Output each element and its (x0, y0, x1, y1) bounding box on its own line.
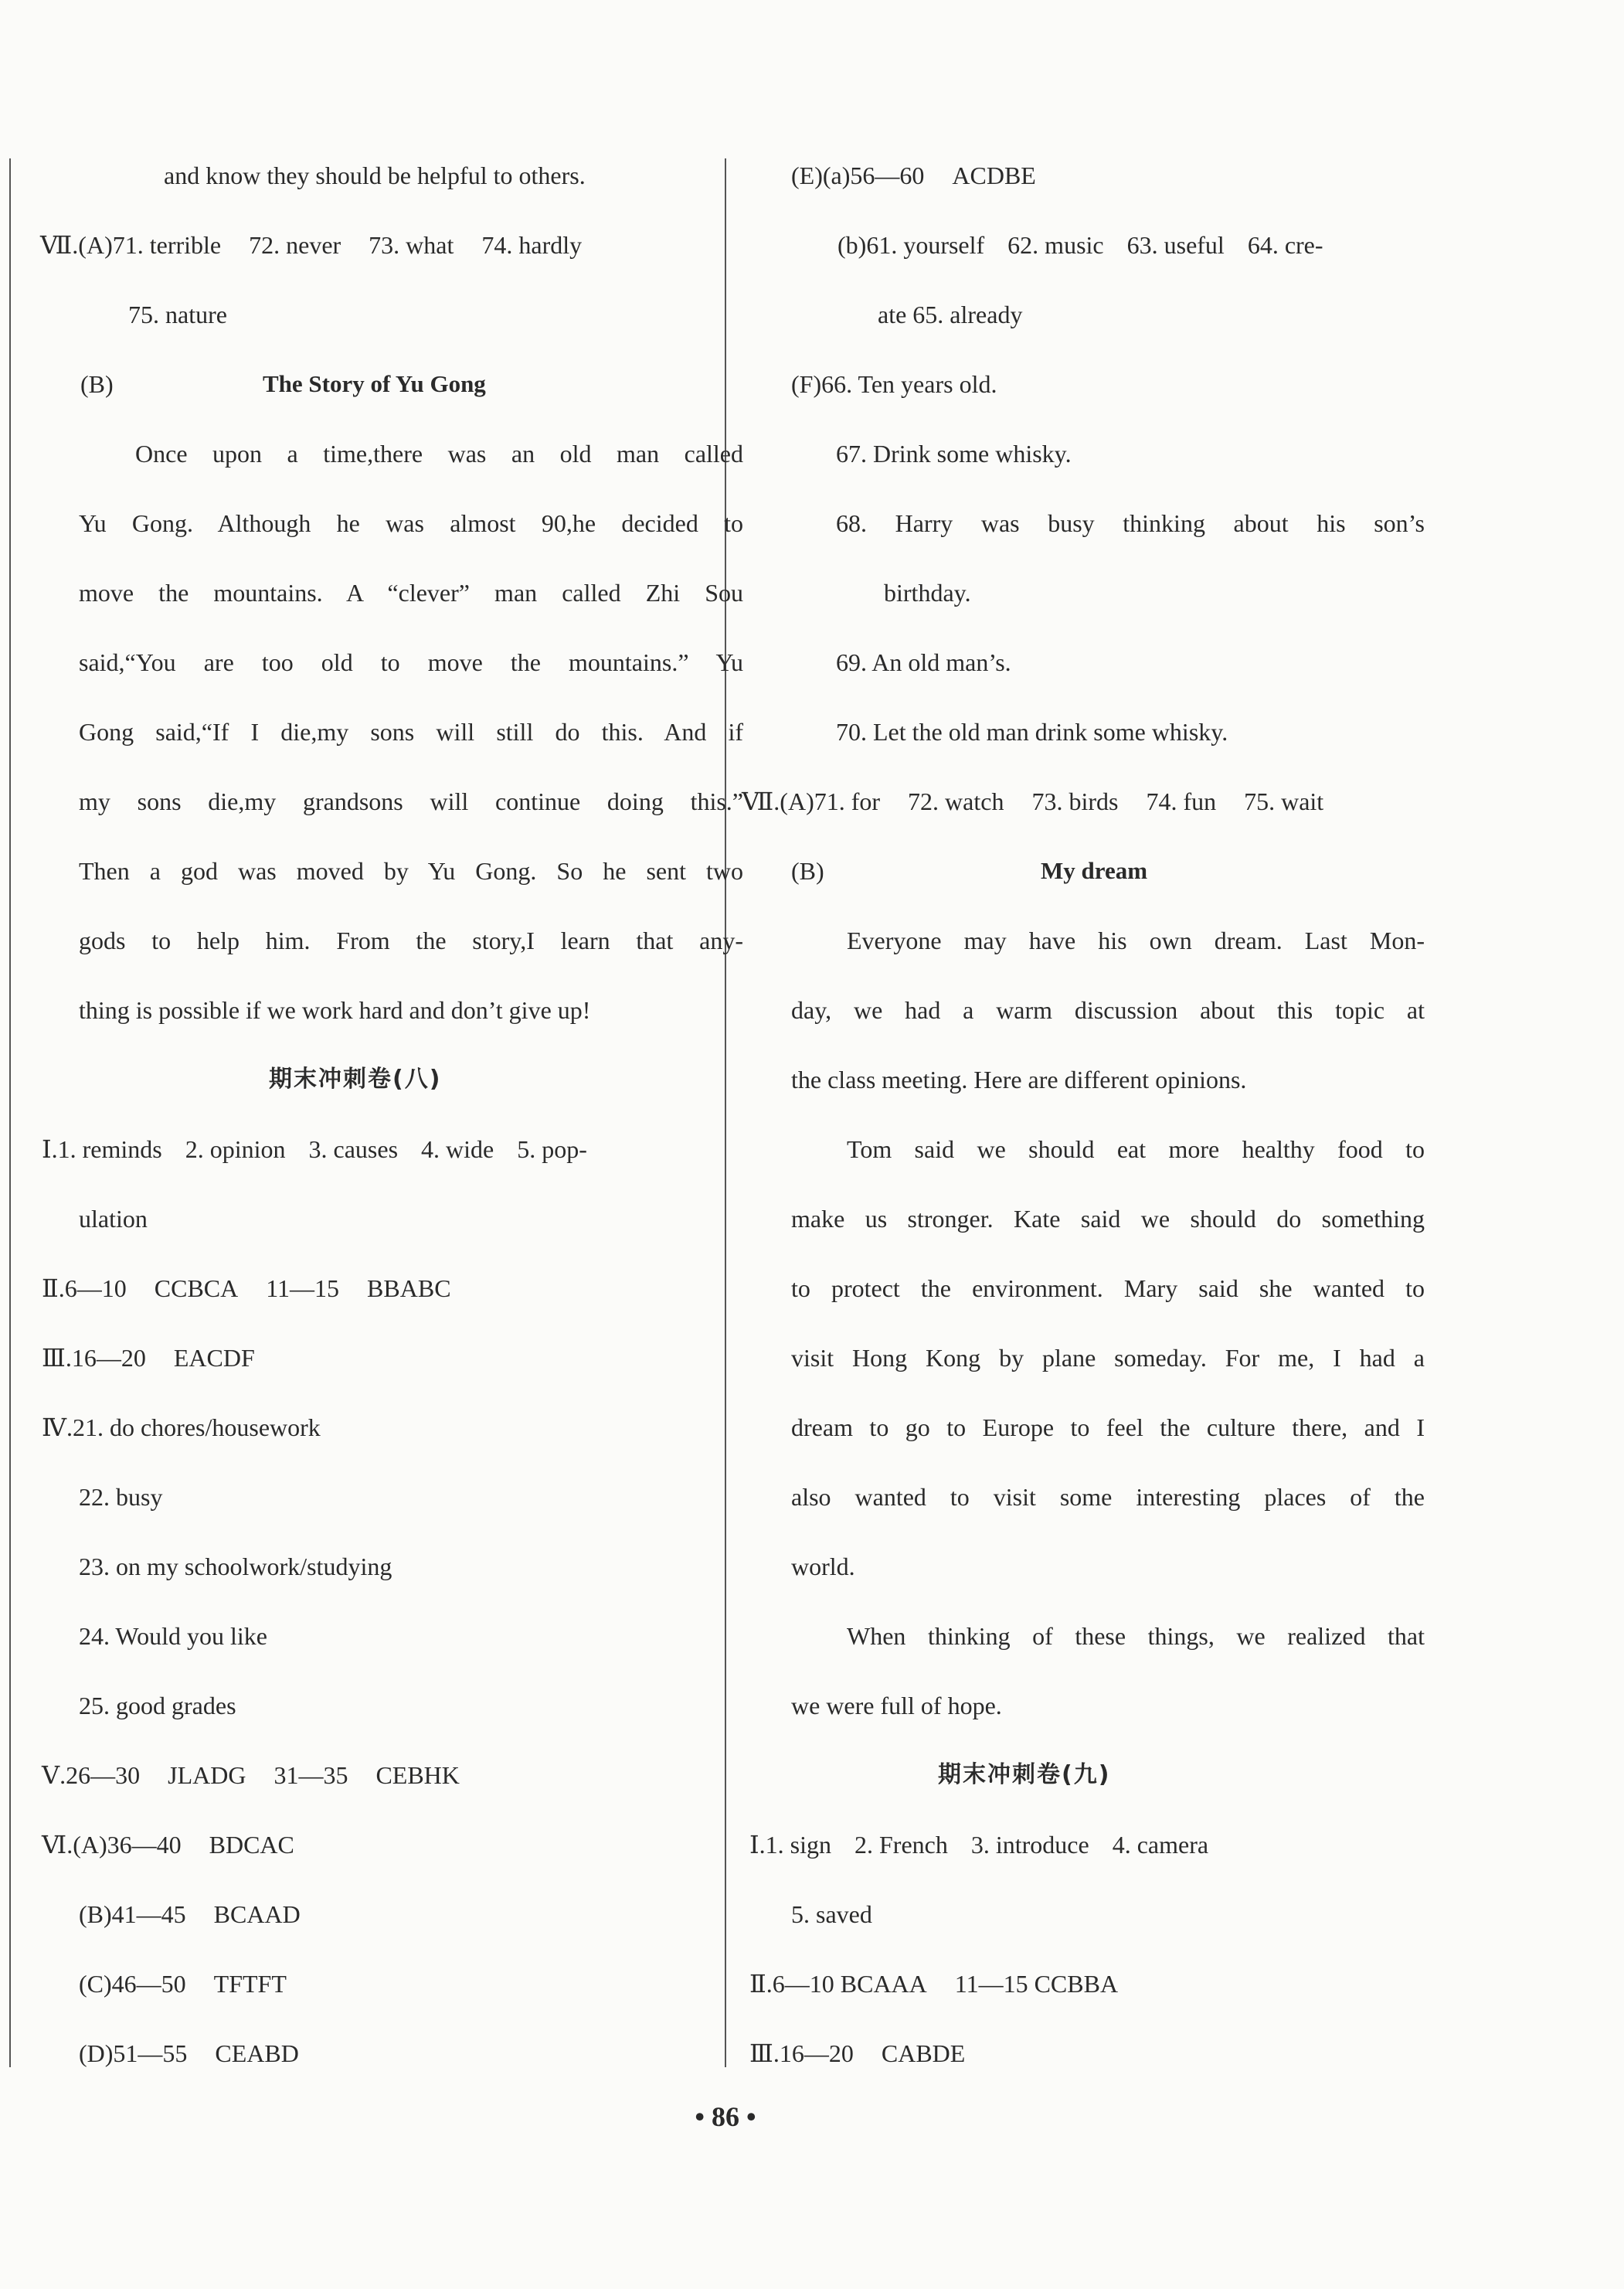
answer-item: 64. cre- (1247, 231, 1323, 259)
answer-item: (D)51—55 (79, 2039, 188, 2067)
answer-item: BBABC (367, 1274, 451, 1302)
passage-line: visit Hong Kong by plane someday. For me, I had a (791, 1344, 1425, 1372)
passage-line: thing is possible if we work hard and don’t give up! (79, 996, 591, 1024)
answer-item: Ⅶ.(A)71. terrible (40, 231, 222, 259)
answer-item: 23. on my schoolwork/studying (79, 1553, 392, 1580)
passage-line: we were full of hope. (791, 1692, 1002, 1719)
answer-item: Ⅰ.1. reminds (42, 1135, 162, 1163)
answer-line (42, 1273, 451, 1304)
answer-item: Ⅴ.26—30 (42, 1761, 141, 1789)
answer-item: Ⅱ.6—10 BCAAA (749, 1970, 927, 1998)
left-margin-rule (9, 158, 11, 2067)
passage-line: also wanted to visit some interesting places of the (791, 1483, 1425, 1511)
passage-line: When thinking of these things, we realized that (847, 1622, 1425, 1650)
answer-item: 22. busy (79, 1483, 163, 1511)
passage-label: (B) (80, 370, 114, 398)
section-heading: 期末冲刺卷(九) (938, 1761, 1111, 1788)
answer-line (42, 1342, 255, 1373)
answer-item: 75. wait (1244, 787, 1324, 815)
passage-line: world. (791, 1553, 855, 1580)
answer-item: 69. An old man’s. (836, 648, 1011, 676)
answer-item: 63. useful (1126, 231, 1225, 259)
passage-line: Then a god was moved by Yu Gong. So he sent two (79, 857, 743, 885)
answer-item: 2. opinion (185, 1135, 286, 1163)
answer-item: 72. watch (908, 787, 1004, 815)
answer-item: 3. introduce (970, 1831, 1089, 1859)
answer-item: 74. fun (1146, 787, 1217, 815)
answer-item: 25. good grades (79, 1692, 236, 1719)
answer-item: Ⅵ.(A)36—40 (42, 1831, 182, 1859)
passage-line: dream to go to Europe to feel the culture there, and I (791, 1413, 1425, 1441)
answer-item: 70. Let the old man drink some whisky. (836, 718, 1228, 746)
passage-line: Once upon a time,there was an old man called (135, 440, 743, 468)
answer-item: JLADG (168, 1761, 246, 1789)
answer-item: CCBCA (154, 1274, 239, 1302)
answer-item: ate 65. already (878, 301, 1023, 328)
answer-line (42, 1134, 587, 1165)
passage-line: Tom said we should eat more healthy food to (847, 1135, 1425, 1163)
answer-item: Ⅱ.6—10 (42, 1274, 127, 1302)
answer-item: Ⅲ.16—20 (749, 2039, 854, 2067)
answer-line (749, 1968, 1118, 1999)
answer-item: 72. never (249, 231, 341, 259)
answer-item: (b)61. yourself (837, 231, 985, 259)
passage-title: My dream (1041, 857, 1148, 884)
answer-item: 67. Drink some whisky. (836, 440, 1072, 468)
answer-item: BCAAD (213, 1900, 301, 1928)
page-number: • 86 • (695, 2101, 756, 2132)
answer-item: 73. what (369, 231, 454, 259)
answer-item: Ⅲ.16—20 (42, 1344, 146, 1372)
answer-line (40, 230, 582, 260)
answer-item: 75. nature (128, 301, 227, 328)
passage-line: to protect the environment. Mary said she wanted to (791, 1274, 1425, 1302)
answer-item: 24. Would you like (79, 1622, 267, 1650)
answer-item: 11—15 CCBBA (954, 1970, 1119, 1998)
passage-line: gods to help him. From the story,I learn that any- (79, 927, 743, 954)
answer-item: 4. camera (1112, 1831, 1209, 1859)
answer-item: 4. wide (421, 1135, 494, 1163)
answer-item: 2. French (854, 1831, 948, 1859)
passage-line: my sons die,my grandsons will continue doing this.” (79, 787, 743, 815)
answer-item: CABDE (881, 2039, 966, 2067)
answer-line (749, 2038, 965, 2069)
answer-item: BDCAC (209, 1831, 294, 1859)
passage-line: day, we had a warm discussion about this topic at (791, 996, 1425, 1024)
answer-line (791, 160, 1036, 191)
passage-line: Yu Gong. Although he was almost 90,he decided to (79, 509, 743, 537)
answer-item: 62. music (1007, 231, 1104, 259)
answer-item: CEABD (215, 2039, 299, 2067)
answer-item: Ⅰ.1. sign (749, 1831, 831, 1859)
text-line: and know they should be helpful to others. (164, 162, 586, 189)
answer-line (79, 2038, 299, 2069)
answer-item: (C)46—50 (79, 1970, 186, 1998)
answer-item: 5. saved (791, 1900, 872, 1928)
answer-item: (E)(a)56—60 (791, 162, 925, 189)
passage-line: the class meeting. Here are different opinions. (791, 1066, 1247, 1093)
answer-item: (F)66. Ten years old. (791, 370, 997, 398)
answer-item: CEBHK (375, 1761, 460, 1789)
answer-item: EACDF (173, 1344, 255, 1372)
answer-item: 74. hardly (481, 231, 583, 259)
answer-item: 11—15 (266, 1274, 340, 1302)
answer-line (42, 1829, 294, 1860)
answer-item: ACDBE (952, 162, 1036, 189)
answer-item: (B)41—45 (79, 1900, 186, 1928)
passage-line: Everyone may have his own dream. Last Mon- (847, 927, 1425, 954)
answer-item: 68. Harry was busy thinking about his son’s (836, 509, 1425, 537)
answer-item: 5. pop- (517, 1135, 587, 1163)
answer-item: 73. birds (1031, 787, 1119, 815)
passage-line: said,“You are too old to move the mountains.” Yu (79, 648, 743, 676)
answer-line (79, 1968, 287, 1999)
answer-line (749, 1829, 1208, 1860)
passage-line: make us stronger. Kate said we should do something (791, 1205, 1425, 1233)
answer-item: birthday. (884, 579, 971, 607)
answer-line (79, 1899, 301, 1930)
answer-item: 31—35 (273, 1761, 348, 1789)
answer-item: Ⅳ.21. do chores/housework (42, 1413, 321, 1441)
answer-item: ulation (79, 1205, 148, 1233)
passage-line: move the mountains. A “clever” man called Zhi Sou (79, 579, 743, 607)
answer-line (742, 786, 1323, 817)
passage-title: The Story of Yu Gong (263, 370, 486, 397)
answer-line (837, 230, 1323, 260)
answer-line (42, 1760, 460, 1791)
section-heading: 期末冲刺卷(八) (269, 1066, 442, 1093)
answer-item: TFTFT (213, 1970, 287, 1998)
passage-label: (B) (791, 857, 824, 885)
answer-item: Ⅶ.(A)71. for (742, 787, 881, 815)
passage-line: Gong said,“If I die,my sons will still do this. And if (79, 718, 743, 746)
answer-item: 3. causes (308, 1135, 399, 1163)
